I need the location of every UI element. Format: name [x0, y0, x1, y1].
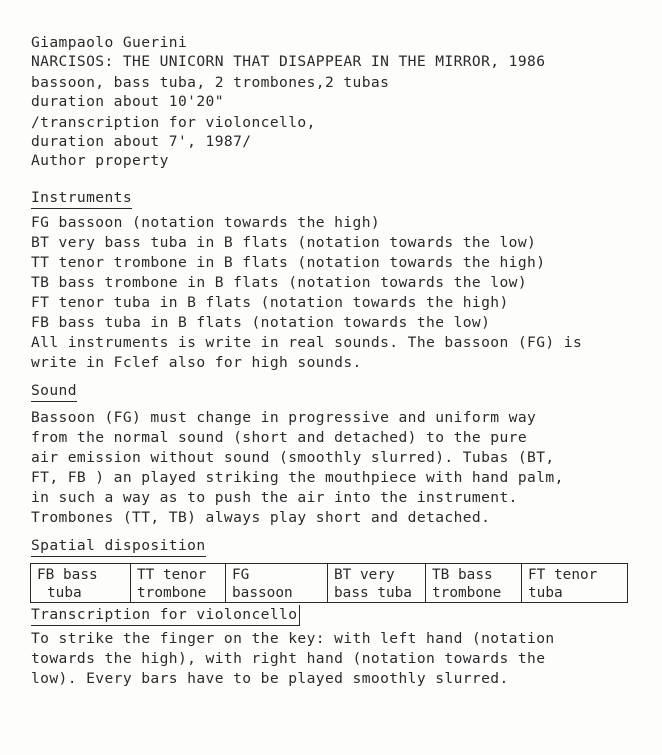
composer-name: Giampaolo Guerini	[31, 34, 188, 51]
instrument-line: FG bassoon (notation towards the high)	[31, 214, 381, 231]
instruments-heading: Instruments	[31, 188, 132, 209]
spatial-heading: Spatial disposition	[31, 536, 206, 557]
table-cell-fb: FB bass tuba	[31, 564, 131, 603]
instrument-line: All instruments is write in real sounds. The bassoon (FG) is	[31, 334, 583, 351]
sound-line: air emission without sound (smoothly slurred). Tubas (BT,	[31, 449, 555, 466]
sound-line: from the normal sound (short and detached) to the pure	[31, 429, 528, 446]
transcription-heading: Transcription for violoncello	[31, 605, 300, 626]
instrument-line: BT very bass tuba in B flats (notation towards the low)	[31, 234, 537, 251]
table-cell-fg: FG bassoon	[226, 564, 328, 603]
instrument-line: FT tenor tuba in B flats (notation towards the high)	[31, 294, 509, 311]
duration: duration about 10'20"	[31, 93, 224, 110]
transcription-line: towards the high), with right hand (notation towards the	[31, 650, 546, 667]
author-property: Author property	[31, 152, 169, 169]
instrument-line: TB bass trombone in B flats (notation towards the low)	[31, 274, 528, 291]
instrumentation: bassoon, bass tuba, 2 trombones,2 tubas	[31, 74, 390, 91]
instrument-line: TT tenor trombone in B flats (notation towards the high)	[31, 254, 546, 271]
sound-line: Bassoon (FG) must change in progressive and uniform way	[31, 409, 537, 426]
sound-heading: Sound	[31, 381, 77, 402]
transcription-duration: duration about 7', 1987/	[31, 133, 252, 150]
table-cell-ft: FT tenor tuba	[522, 564, 628, 603]
sound-line: Trombones (TT, TB) always play short and detached.	[31, 509, 491, 526]
instrument-line: write in Fclef also for high sounds.	[31, 354, 362, 371]
table-cell-bt: BT very bass tuba	[328, 564, 426, 603]
transcription-line: low). Every bars have to be played smoothly slurred.	[31, 670, 509, 687]
transcription-line: To strike the finger on the key: with left hand (notation	[31, 630, 555, 647]
sound-line: in such a way as to push the air into the instrument.	[31, 489, 518, 506]
spatial-disposition-table	[30, 563, 628, 603]
work-title: NARCISOS: THE UNICORN THAT DISAPPEAR IN THE MIRROR, 1986	[31, 53, 546, 70]
sound-line: FT, FB ) an played striking the mouthpiece with hand palm,	[31, 469, 564, 486]
instrument-line: FB bass tuba in B flats (notation towards the low)	[31, 314, 491, 331]
table-cell-tb: TB bass trombone	[426, 564, 522, 603]
transcription-note: /transcription for violoncello,	[31, 114, 316, 131]
table-cell-tt: TT tenor trombone	[131, 564, 226, 603]
table-row	[31, 564, 628, 603]
